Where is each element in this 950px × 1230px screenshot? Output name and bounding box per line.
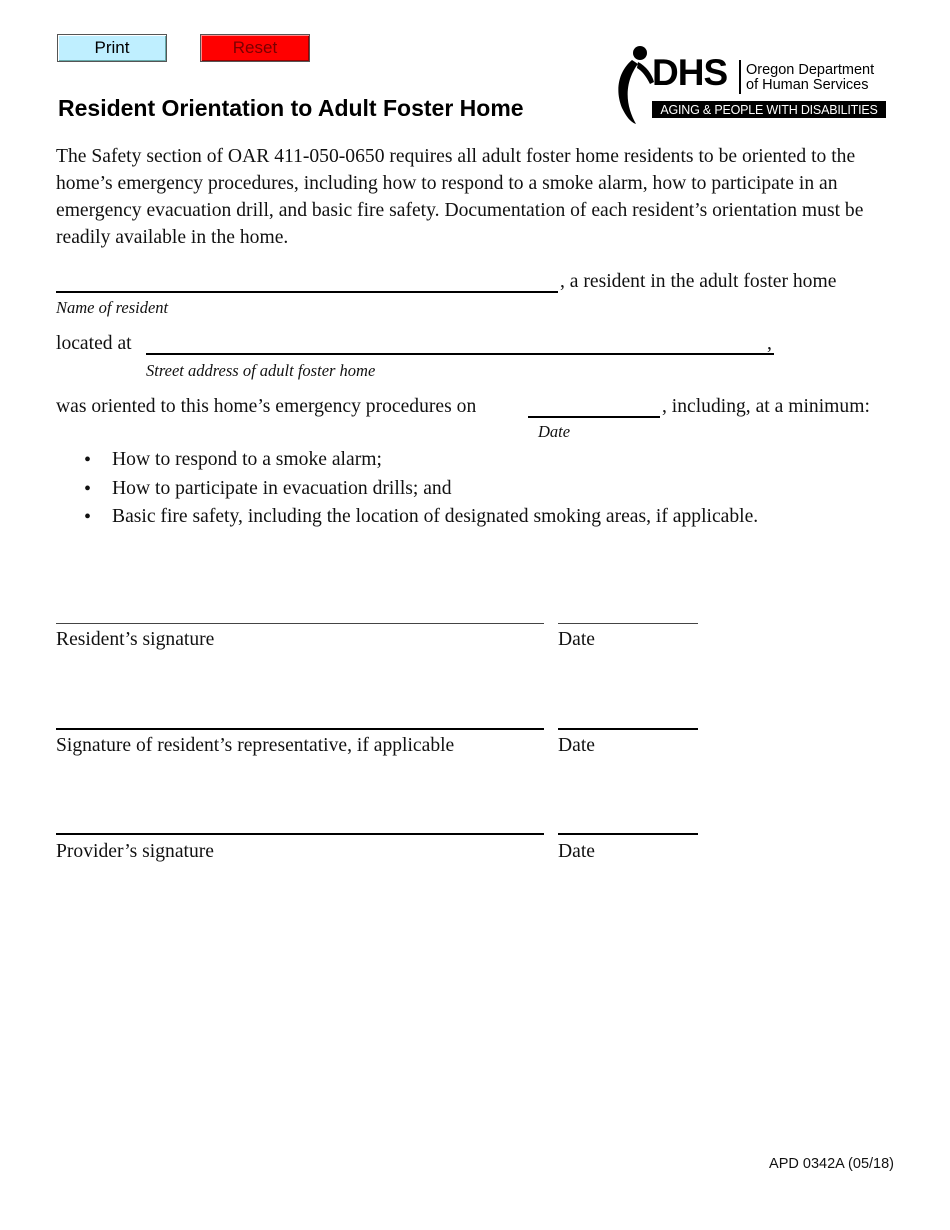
orientation-date-field[interactable]: [528, 416, 660, 418]
resident-date-label: Date: [558, 629, 595, 650]
address-caption: Street address of adult foster home: [146, 361, 376, 380]
provider-date-label: Date: [558, 841, 595, 862]
requirements-list: [84, 446, 758, 532]
provider-signature-label: Provider’s signature: [56, 841, 214, 862]
dhs-logo: [610, 44, 890, 126]
page-title: Resident Orientation to Adult Foster Home: [58, 95, 524, 121]
oriented-on-label: was oriented to this home’s emergency procedures on: [56, 396, 477, 417]
resident-signature-date-field[interactable]: [558, 623, 698, 624]
logo-dept-line1: Oregon Department: [746, 62, 875, 78]
minimum-text: , including, at a minimum:: [662, 396, 870, 417]
representative-signature-label: Signature of resident’s representative, if applicable: [56, 735, 455, 756]
form-id: APD 0342A (05/18): [769, 1156, 894, 1172]
list-item: • Basic fire safety, including the location of designated smoking areas, if applicable.: [84, 503, 758, 532]
logo-department: [746, 63, 874, 93]
person-figure-icon: [610, 44, 654, 126]
resident-name-caption: Name of resident: [56, 298, 169, 317]
logo-abbreviation: DHS: [652, 52, 728, 93]
address-comma: ,: [767, 333, 772, 354]
print-button[interactable]: Print: [57, 34, 167, 62]
resident-name-field[interactable]: [56, 291, 558, 293]
intro-paragraph: The Safety section of OAR 411-050-0650 requires all adult foster home residents to be oriented to the home’s emergency procedures, including how to respond to a smoke alarm, how to participate in an emergency evacuation drill, and basic fire safety. Documentation of each resident’s orientation must be readily available in the home.: [56, 146, 864, 248]
list-item: • How to respond to a smoke alarm;: [84, 446, 758, 475]
resident-line-text: , a resident in the adult foster home: [560, 271, 837, 292]
provider-signature-date-field[interactable]: [558, 833, 698, 835]
reset-button[interactable]: Reset: [200, 34, 310, 62]
representative-signature-field[interactable]: [56, 728, 544, 730]
orientation-date-caption: Date: [538, 422, 571, 441]
list-item: • How to participate in evacuation drills; and: [84, 475, 758, 504]
resident-signature-label: Resident’s signature: [56, 629, 215, 650]
located-at-label: located at: [56, 333, 132, 354]
logo-dept-line2: of Human Services: [746, 77, 869, 93]
resident-signature-field[interactable]: [56, 623, 544, 624]
representative-signature-date-field[interactable]: [558, 728, 698, 730]
address-field[interactable]: [146, 353, 774, 355]
logo-program-bar: AGING & PEOPLE WITH DISABILITIES: [652, 101, 886, 118]
representative-date-label: Date: [558, 735, 595, 756]
provider-signature-field[interactable]: [56, 833, 544, 835]
logo-divider: [739, 60, 741, 94]
